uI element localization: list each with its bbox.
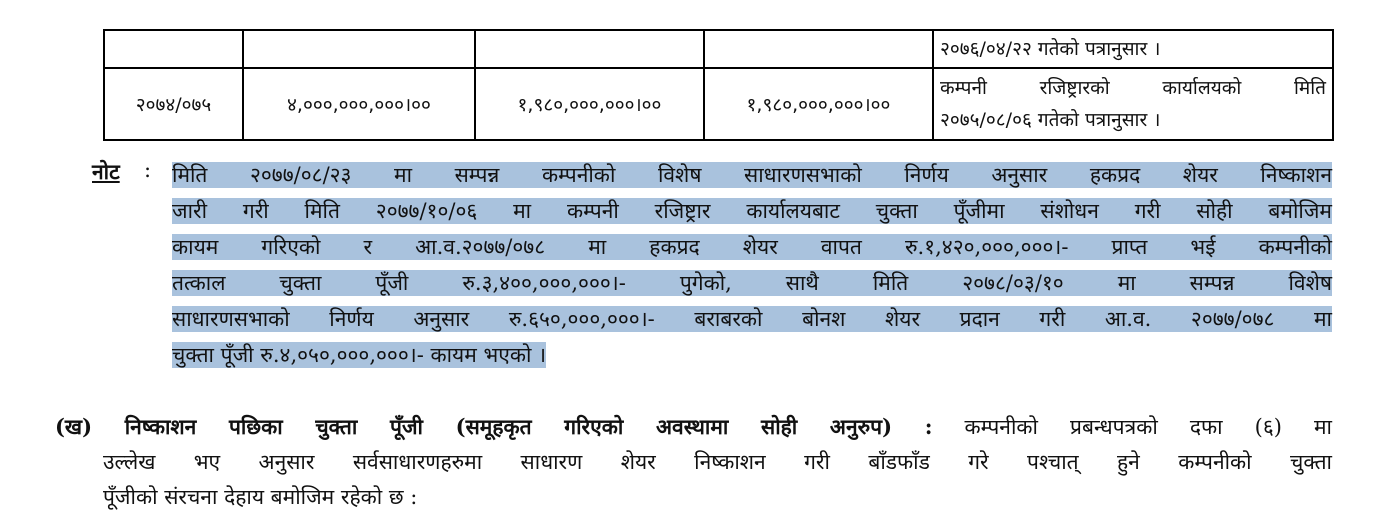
table-row	[104, 68, 1333, 140]
table-cell-paid-up-capital	[704, 30, 933, 68]
table-cell-authorized-capital	[243, 30, 475, 68]
table-cell-remarks	[933, 68, 1333, 140]
note-line	[172, 302, 1332, 338]
note-line	[172, 158, 1332, 194]
note-paragraph[interactable]	[172, 158, 1332, 374]
remarks-text-line: २०७५/०८/०६ गतेको पत्रानुसार ।	[940, 109, 1161, 131]
selected-text: मिति २०७७/०८/२३ मा सम्पन्न कम्पनीको विशेष साधारणसभाको निर्णय अनुसार हकप्रद शेयर निष्काशन	[172, 163, 1332, 187]
selected-text: चुक्ता पूँजी रु.४,०५०,०००,०००।- कायम भएको ।	[172, 343, 547, 367]
table-cell-fiscal-year: २०७४/०७५	[104, 68, 243, 140]
note-label: नोट	[92, 159, 120, 184]
note-line	[172, 230, 1332, 266]
table-cell-paid-up-capital: १,९८०,०००,०००।००	[704, 68, 933, 140]
selected-text: तत्काल चुक्ता पूँजी रु.३,४००,०००,०००।- पुगेको, साथै मिति २०७८/०३/१० मा सम्पन्न विशेष	[172, 271, 1332, 295]
selected-text: कायम गरिएको र आ.व.२०७७/०७८ मा हकप्रद शेयर वापत रु.१,४२०,०००,०००।- प्राप्त भई कम्पनीको	[172, 235, 1332, 259]
section-kha	[55, 410, 1332, 515]
note-line	[172, 338, 1332, 374]
table-cell-fiscal-year	[104, 30, 243, 68]
remarks-text: २०७६/०४/२२ गतेको पत्रानुसार ।	[940, 38, 1161, 60]
section-text: कम्पनीको प्रबन्धपत्रको दफा (६) मा	[964, 415, 1332, 439]
table-cell-remarks	[933, 30, 1333, 68]
table-row	[104, 30, 1333, 68]
table-cell-authorized-capital: ४,०००,०००,०००।००	[243, 68, 475, 140]
remarks-text-line: कम्पनी रजिष्ट्रारको कार्यालयको मिति	[940, 77, 1326, 99]
section-kha-line: पूँजीको संरचना देहाय बमोजिम रहेको छ :	[103, 485, 418, 509]
selected-text: जारी गरी मिति २०७७/१०/०६ मा कम्पनी रजिष्ट्रार कार्यालयबाट चुक्ता पूँजीमा संशोधन गरी सोही बमोजिम	[172, 199, 1332, 223]
note-line	[172, 266, 1332, 302]
capital-history-table	[103, 29, 1334, 141]
selected-text: साधारणसभाको निर्णय अनुसार रु.६५०,०००,०००।- बराबरको बोनश शेयर प्रदान गरी आ.व. २०७७/०७८ मा	[172, 307, 1332, 331]
table-cell-issued-capital	[475, 30, 704, 68]
note-line	[172, 194, 1332, 230]
table-cell-issued-capital: १,९८०,०००,०००।००	[475, 68, 704, 140]
section-kha-line: उल्लेख भए अनुसार सर्वसाधारणहरुमा साधारण शेयर निष्काशन गरी बाँडफाँड गरे पश्चात् हुने कम्पनीको चुक्ता	[103, 450, 1332, 474]
section-kha-line	[55, 410, 1332, 445]
note-colon: :	[144, 158, 152, 182]
section-heading: (ख) निष्काशन पछिका चुक्ता पूँजी (समूहकृत गरिएको अवस्थामा सोही अनुरुप) :	[55, 414, 933, 439]
